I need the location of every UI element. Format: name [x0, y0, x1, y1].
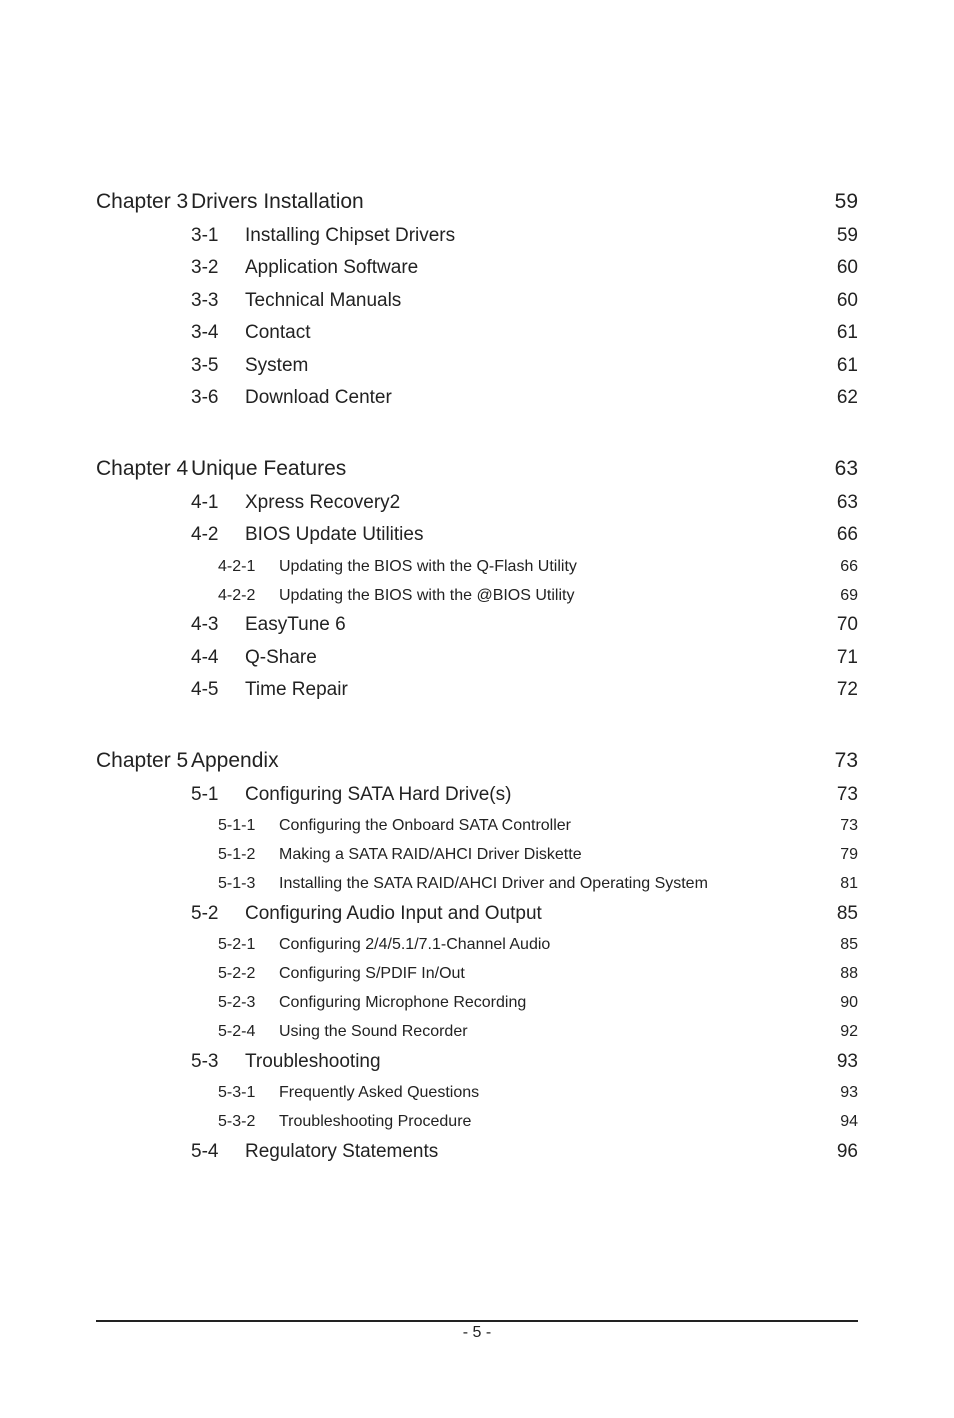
toc-entry-title: Configuring S/PDIF In/Out [279, 965, 465, 982]
toc-entry-number: 3-6 [191, 387, 219, 408]
toc-entry-title: Configuring the Onboard SATA Controller [279, 817, 572, 834]
toc-entry-number: 4-5 [191, 679, 219, 700]
toc-entry-section[interactable] [191, 679, 858, 701]
toc-entry-number: 3-3 [191, 290, 219, 311]
toc-entry-title: Application Software [245, 257, 419, 278]
toc-entry-title: Appendix [191, 749, 279, 772]
toc-entry-section[interactable] [191, 647, 858, 669]
toc-entry-page: 85 [836, 903, 858, 924]
toc-entry-page: 61 [836, 355, 858, 376]
toc-entry-page: 73 [834, 749, 858, 772]
toc-entry-page: 94 [840, 1113, 858, 1130]
toc-entry-sub[interactable] [218, 875, 858, 893]
toc-entry-section[interactable] [191, 1051, 858, 1073]
toc-entry-chapter[interactable] [96, 749, 858, 773]
toc-entry-sub[interactable] [218, 1023, 858, 1041]
toc-entry-page: 72 [836, 679, 858, 700]
toc-entry-number: 5-1-3 [218, 875, 256, 892]
toc-entry-title: Time Repair [245, 679, 348, 700]
toc-entry-number: 4-2 [191, 524, 219, 545]
toc-entry-page: 93 [836, 1051, 858, 1072]
toc-entry-sub[interactable] [218, 994, 858, 1012]
toc-entry-number: 4-2-2 [218, 587, 256, 604]
toc-entry-title: Contact [245, 322, 311, 343]
toc-entry-title: System [245, 355, 309, 376]
toc-entry-number: 5-3 [191, 1051, 219, 1072]
toc-entry-number: 5-2-2 [218, 965, 256, 982]
toc-entry-title: Configuring 2/4/5.1/7.1-Channel Audio [279, 936, 551, 953]
toc-entry-number: 5-1 [191, 784, 219, 805]
toc-entry-number: 4-4 [191, 647, 219, 668]
toc-entry-section[interactable] [191, 355, 858, 377]
toc-entry-sub[interactable] [218, 558, 858, 576]
toc-entry-sub[interactable] [218, 846, 858, 864]
toc-entry-number: 3-4 [191, 322, 219, 343]
toc-entry-page: 60 [836, 257, 858, 278]
toc-entry-title: Troubleshooting Procedure [279, 1113, 472, 1130]
toc-entry-title: Using the Sound Recorder [279, 1023, 468, 1040]
toc-entry-page: 66 [840, 558, 858, 575]
toc-entry-section[interactable] [191, 387, 858, 409]
toc-entry-page: 63 [834, 457, 858, 480]
toc-entry-sub[interactable] [218, 1113, 858, 1131]
toc-entry-page: 90 [840, 994, 858, 1011]
toc-entry-page: 59 [834, 190, 858, 213]
toc-entry-title: Configuring Microphone Recording [279, 994, 527, 1011]
toc-entry-page: 73 [836, 784, 858, 805]
toc-entry-title: Updating the BIOS with the Q-Flash Utility [279, 558, 577, 575]
toc-entry-sub[interactable] [218, 817, 858, 835]
toc-entry-title: BIOS Update Utilities [245, 524, 424, 545]
toc-entry-number: 3-1 [191, 225, 219, 246]
toc-entry-title: Troubleshooting [245, 1051, 381, 1072]
toc-entry-page: 70 [836, 614, 858, 635]
toc-entry-page: 92 [840, 1023, 858, 1040]
toc-entry-page: 93 [840, 1084, 858, 1101]
toc-entry-page: 60 [836, 290, 858, 311]
toc-entry-page: 81 [840, 875, 858, 892]
toc-entry-number: Chapter 4 [96, 457, 189, 480]
toc-entry-title: EasyTune 6 [245, 614, 346, 635]
toc-entry-section[interactable] [191, 784, 858, 806]
toc-entry-number: 4-1 [191, 492, 219, 513]
toc-entry-page: 73 [840, 817, 858, 834]
toc-entry-title: Technical Manuals [245, 290, 402, 311]
toc-entry-title: Frequently Asked Questions [279, 1084, 480, 1101]
toc-entry-page: 71 [836, 647, 858, 668]
toc-entry-page: 85 [840, 936, 858, 953]
toc-entry-page: 96 [836, 1141, 858, 1162]
toc-entry-section[interactable] [191, 322, 858, 344]
toc-entry-page: 88 [840, 965, 858, 982]
toc-entry-section[interactable] [191, 614, 858, 636]
toc-entry-chapter[interactable] [96, 457, 858, 481]
toc-entry-title: Configuring Audio Input and Output [245, 903, 542, 924]
toc-entry-title: Unique Features [191, 457, 347, 480]
toc-entry-number: Chapter 5 [96, 749, 189, 772]
toc-entry-title: Download Center [245, 387, 392, 408]
toc-entry-section[interactable] [191, 290, 858, 312]
toc-entry-title: Configuring SATA Hard Drive(s) [245, 784, 512, 805]
toc-entry-section[interactable] [191, 524, 858, 546]
toc-entry-title: Regulatory Statements [245, 1141, 439, 1162]
toc-entry-sub[interactable] [218, 936, 858, 954]
toc-entry-sub[interactable] [218, 587, 858, 605]
toc-entry-title: Installing Chipset Drivers [245, 225, 456, 246]
toc-entry-number: 4-2-1 [218, 558, 256, 575]
toc-entry-section[interactable] [191, 225, 858, 247]
toc-entry-number: 5-2-1 [218, 936, 256, 953]
toc-entry-number: Chapter 3 [96, 190, 189, 213]
toc-entry-title: Making a SATA RAID/AHCI Driver Diskette [279, 846, 582, 863]
toc-entry-number: 5-3-2 [218, 1113, 256, 1130]
toc-entry-section[interactable] [191, 492, 858, 514]
toc-entry-page: 61 [836, 322, 858, 343]
toc-entry-title: Installing the SATA RAID/AHCI Driver and Operating System [279, 875, 708, 892]
toc-entry-title: Updating the BIOS with the @BIOS Utility [279, 587, 575, 604]
toc-entry-page: 62 [836, 387, 858, 408]
toc-entry-number: 3-2 [191, 257, 219, 278]
toc-entry-page: 69 [840, 587, 858, 604]
toc-entry-section[interactable] [191, 903, 858, 925]
toc-entry-page: 79 [840, 846, 858, 863]
toc-entry-number: 5-2-4 [218, 1023, 256, 1040]
toc-entry-number: 5-2-3 [218, 994, 256, 1011]
toc-entry-section[interactable] [191, 1141, 858, 1163]
toc-entry-number: 5-1-2 [218, 846, 256, 863]
page-number: - 5 - [462, 1324, 492, 1341]
toc-entry-number: 3-5 [191, 355, 219, 376]
toc-entry-number: 5-3-1 [218, 1084, 256, 1101]
footer-rule [96, 1320, 858, 1322]
toc-entry-number: 5-2 [191, 903, 219, 924]
toc-entry-title: Q-Share [245, 647, 317, 668]
toc-entry-chapter[interactable] [96, 190, 858, 214]
toc-entry-title: Drivers Installation [191, 190, 364, 213]
toc-entry-sub[interactable] [218, 1084, 858, 1102]
toc-entry-section[interactable] [191, 257, 858, 279]
toc-entry-page: 59 [836, 225, 858, 246]
toc-entry-number: 5-1-1 [218, 817, 256, 834]
toc-entry-number: 5-4 [191, 1141, 219, 1162]
toc-entry-page: 63 [836, 492, 858, 513]
toc-entry-number: 4-3 [191, 614, 219, 635]
toc-entry-page: 66 [836, 524, 858, 545]
toc-entry-title: Xpress Recovery2 [245, 492, 401, 513]
toc-entry-sub[interactable] [218, 965, 858, 983]
